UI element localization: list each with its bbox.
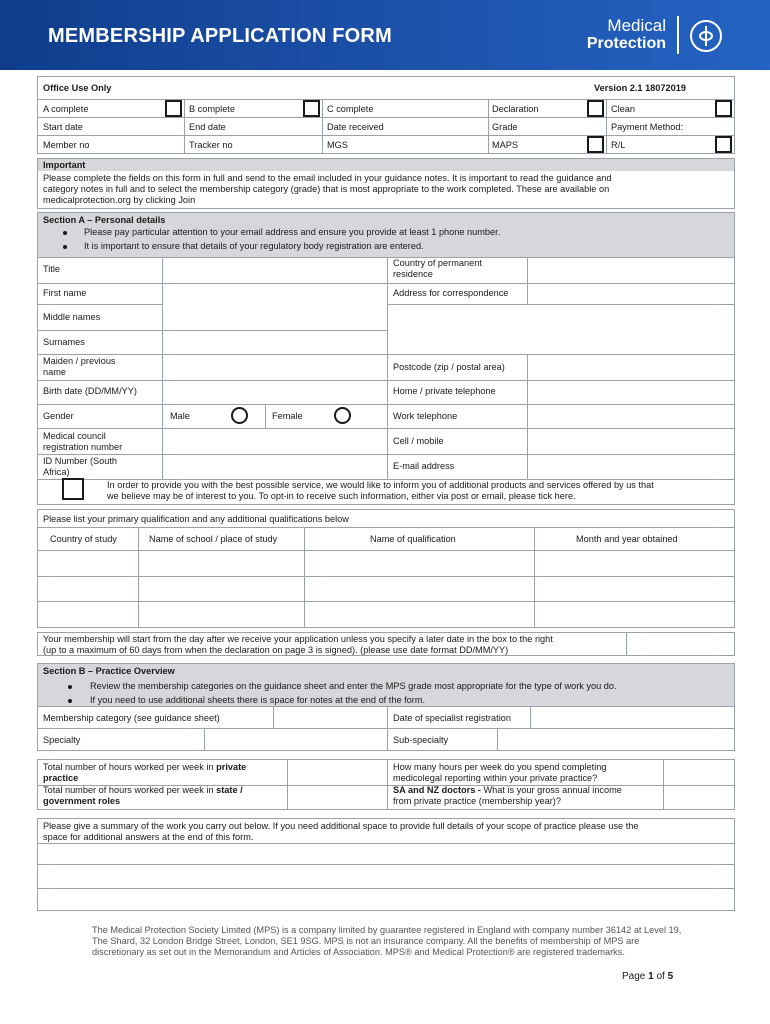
clean-checkbox[interactable] <box>715 100 732 117</box>
male-label: Male <box>170 411 190 421</box>
version-label: Version 2.1 18072019 <box>594 83 686 93</box>
surnames-label: Surnames <box>43 337 85 347</box>
section-a <box>37 212 735 505</box>
qual-cell-input[interactable] <box>536 552 734 575</box>
important-title: Important <box>43 160 86 170</box>
b-complete-checkbox[interactable] <box>303 100 320 117</box>
page-number: Page 1 of 5 <box>622 971 674 982</box>
email-label: E-mail address <box>393 461 455 471</box>
section-b-title: Section B – Practice Overview <box>43 666 175 676</box>
section-a-title: Section A – Personal details <box>43 215 166 225</box>
maiden-name-label-line2: name <box>43 367 66 377</box>
col-country: Country of study <box>50 534 117 544</box>
cell-label: Cell / mobile <box>393 436 444 446</box>
home-telephone-label: Home / private telephone <box>393 386 496 396</box>
section-a-bullet: It is important to ensure that details of your regulatory body registration are entered. <box>84 241 424 251</box>
council-registration-label: Medical council <box>43 431 106 441</box>
declaration-label: Declaration <box>492 104 539 114</box>
maiden-name-label: Maiden / previous <box>43 356 116 366</box>
opt-in-text-line2: we believe may be of interest to you. To opt-in to receive such information, either via post or email, please tick here. <box>107 491 576 501</box>
birth-date-label: Birth date (DD/MM/YY) <box>43 386 137 396</box>
first-name-label: First name <box>43 288 87 298</box>
grade-label: Grade <box>492 122 518 132</box>
hours-state-label: Total number of hours worked per week in state / <box>43 785 243 795</box>
maps-label: MAPS <box>492 140 519 150</box>
work-telephone-label: Work telephone <box>393 411 458 421</box>
qual-cell-input[interactable] <box>39 552 137 575</box>
tracker-no-label: Tracker no <box>189 140 233 150</box>
summary-instructions-line2: space for additional answers at the end of this form. <box>43 832 254 842</box>
mgs-label: MGS <box>327 140 348 150</box>
start-date-label: Start date <box>43 122 83 132</box>
payment-method-label: Payment Method: <box>611 122 684 132</box>
specialist-date-label: Date of specialist registration <box>393 713 511 723</box>
important-text-line: medicalprotection.org by clicking Join <box>43 195 196 205</box>
b-complete-label: B complete <box>189 104 235 114</box>
section-b-bullet: Review the membership categories on the guidance sheet and enter the MPS grade most appropriate for the type of work you do. <box>90 681 617 691</box>
header-banner <box>0 0 770 70</box>
country-residence-label: Country of permanent <box>393 258 482 268</box>
important-text-line: category notes in full and to select the membership category (grade) that is most appropriate to the work completed. These are available on <box>43 184 610 194</box>
start-date-text: Your membership will start from the day after we receive your application unless you specify a later date in the box to the right <box>43 634 553 644</box>
col-date-obtained: Month and year obtained <box>576 534 678 544</box>
hours-private-label-line2: practice <box>43 773 79 783</box>
date-received-label: Date received <box>327 122 384 132</box>
declaration-checkbox[interactable] <box>587 100 604 117</box>
a-complete-label: A complete <box>43 104 89 114</box>
logo-divider <box>677 16 679 54</box>
legal-footer: The Medical Protection Society Limited (MPS) is a company limited by guarantee registered in England with company number 36142 at Level 19, The Shard, 32 London Bridge Street, London, SE1 9SG. MPS is not an insurance company. All the benefits of membership of MPS are discretionary as set out in the Memorandum and Articles of Association. MPS® and Medical Protection® are registered trademarks. <box>92 925 682 957</box>
male-radio[interactable] <box>231 407 248 424</box>
summary-input[interactable] <box>39 845 733 909</box>
opt-in-checkbox[interactable] <box>62 478 84 500</box>
country-residence-label-line2: residence <box>393 269 433 279</box>
id-number-label-line2: Africa) <box>43 467 70 477</box>
female-label: Female <box>272 411 303 421</box>
col-school: Name of school / place of study <box>149 534 278 544</box>
income-input[interactable] <box>665 787 734 809</box>
female-radio[interactable] <box>334 407 351 424</box>
form-title: MEMBERSHIP APPLICATION FORM <box>48 25 392 47</box>
office-use-title: Office Use Only <box>43 83 112 93</box>
rl-label: R/L <box>611 140 626 150</box>
section-b-bullet: If you need to use additional sheets there is space for notes at the end of the form. <box>90 695 426 705</box>
section-a-bullet: Please pay particular attention to your email address and ensure you provide at least 1 phone number. <box>84 227 501 237</box>
qualifications-intro: Please list your primary qualification and any additional qualifications below <box>43 514 349 524</box>
middle-names-label: Middle names <box>43 312 101 322</box>
medicolegal-label: How many hours per week do you spend completing <box>393 762 607 772</box>
qual-cell-input[interactable] <box>140 552 303 575</box>
specialty-label: Specialty <box>43 735 81 745</box>
end-date-label: End date <box>189 122 226 132</box>
member-no-label: Member no <box>43 140 90 150</box>
col-qualification: Name of qualification <box>370 534 456 544</box>
postcode-label: Postcode (zip / postal area) <box>393 362 505 372</box>
rl-checkbox[interactable] <box>715 136 732 153</box>
hours-private-label: Total number of hours worked per week in private <box>43 762 247 772</box>
gender-label: Gender <box>43 411 74 421</box>
medical-protection-logo: Medical Protection <box>586 16 666 52</box>
income-label-line2: from private practice (membership year)? <box>393 796 561 806</box>
medicolegal-label-line2: medicolegal reporting within your private practice? <box>393 773 598 783</box>
membership-category-label: Membership category (see guidance sheet) <box>43 713 220 723</box>
medicolegal-input[interactable] <box>665 761 734 784</box>
id-number-label: ID Number (South <box>43 456 118 466</box>
sub-specialty-label: Sub-specialty <box>393 735 449 745</box>
income-label: SA and NZ doctors - What is your gross annual income <box>393 785 622 795</box>
qual-cell-input[interactable] <box>306 552 533 575</box>
caduceus-icon <box>690 20 722 52</box>
hours-private-input[interactable] <box>289 761 386 784</box>
hours-state-input[interactable] <box>289 787 386 809</box>
hours-state-label-line2: government roles <box>43 796 121 806</box>
important-text-line: Please complete the fields on this form in full and send to the email included in your guidance notes. It is important to read the guidance and <box>43 173 612 183</box>
opt-in-text: In order to provide you with the best possible service, we would like to inform you of additional products and services offered by us that <box>107 480 654 490</box>
title-label: Title <box>43 264 61 274</box>
address-label: Address for correspondence <box>393 288 509 298</box>
a-complete-checkbox[interactable] <box>165 100 182 117</box>
start-date-input[interactable] <box>628 634 733 654</box>
start-date-text-line2: (up to a maximum of 60 days from when the declaration on page 3 is signed). (please use date format DD/MM/YY) <box>43 645 509 655</box>
maps-checkbox[interactable] <box>587 136 604 153</box>
clean-label: Clean <box>611 104 636 114</box>
summary-instructions: Please give a summary of the work you carry out below. If you need additional space to provide full details of your scope of practice please use the <box>43 821 639 831</box>
council-registration-label-line2: registration number <box>43 442 123 452</box>
c-complete-label: C complete <box>327 104 374 114</box>
